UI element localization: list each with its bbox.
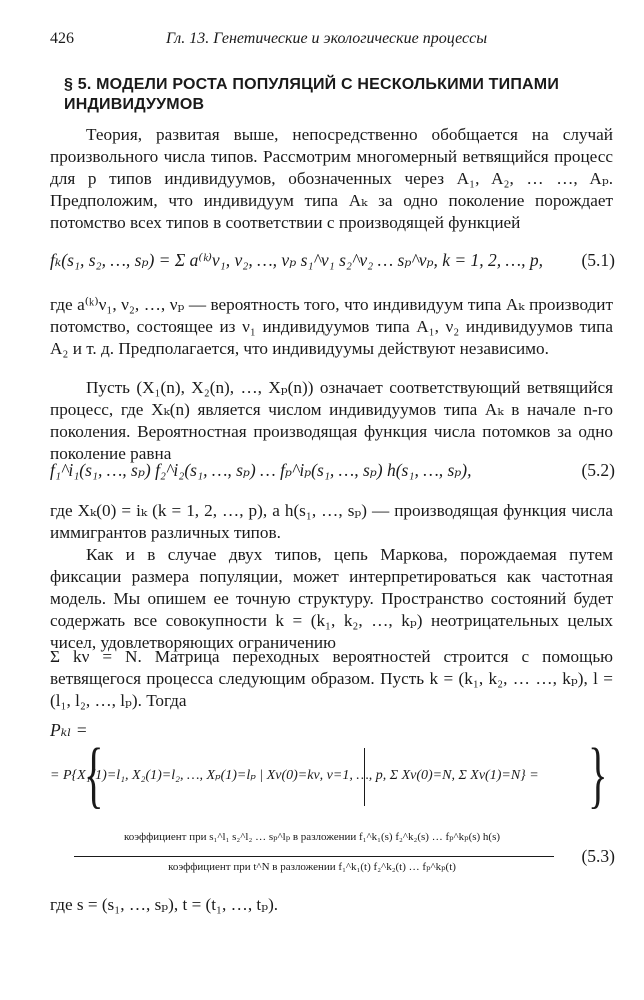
fraction-denominator <box>82 860 542 873</box>
paragraph-6 <box>50 646 613 712</box>
equation-5-1-body: fₖ(s₁, s₂, …, sₚ) = Σ a⁽ᵏ⁾ν₁, ν₂, …, νₚ s₁^ν₁ s₂^ν₂ … sₚ^νₚ, k = 1, 2, …, p, <box>50 250 543 270</box>
equation-5-1 <box>50 250 615 271</box>
fraction-denominator-text: коэффициент при t^N в разложении f₁^k₁(t) f₂^k₂(t) … fₚ^kₚ(t) <box>168 861 456 873</box>
fraction-numerator-text: коэффициент при s₁^l₁ s₂^l₂ … sₚ^lₚ в разложении f₁^k₁(s) f₂^k₂(s) … fₚ^kₚ(s) h(s) <box>123 831 501 843</box>
page-number: 426 <box>50 30 74 47</box>
chapter-title: Гл. 13. Генетические и экологические процессы <box>166 30 488 47</box>
paragraph-1-text: Теория, развитая выше, непосредственно обобщается на случай произвольного числа типов. Рассмотрим многомерный ветвящийся процесс для p типов индивидуумов, обозначенных через A₁, A₂, … …, Aₚ. Предположим, что индивидуум типа Aₖ за одно поколение порождает потомство всех типов в соответствии с производящей функцией <box>50 125 613 232</box>
paragraph-3-text: Пусть (X₁(n), X₂(n), …, Xₚ(n)) означает соответствующий ветвящийся процесс, где Xₖ(n) является числом индивидуумов типа Aₖ в начале n-го поколения. Вероятностная производящая функция числа потомков за одно поколение равна <box>50 378 613 463</box>
equation-5-2-label: (5.2) <box>581 460 615 480</box>
paragraph-2-text: где a⁽ᵏ⁾ν₁, ν₂, …, νₚ — вероятность того, что индивидуум типа Aₖ производит потомство, состоящее из ν₁ индивидуумов типа A₁, ν₂ индивидуумов типа A₂ и т. д. Предполагается, что индивидуумы действуют независимо. <box>50 295 613 358</box>
paragraph-4 <box>50 500 613 544</box>
section-title: § 5. МОДЕЛИ РОСТА ПОПУЛЯЦИЙ С НЕСКОЛЬКИМИ ТИПАМИ ИНДИВИДУУМОВ <box>64 76 560 113</box>
paragraph-7-text: где s = (s₁, …, sₚ), t = (t₁, …, tₚ). <box>50 895 279 914</box>
fraction-line <box>74 856 554 857</box>
paragraph-4-text: где Xₖ(0) = iₖ (k = 1, 2, …, p), а h(s₁, …, sₚ) — производящая функция числа иммигрантов различных типов. <box>50 501 613 542</box>
equation-5-1-label: (5.1) <box>581 250 615 270</box>
right-brace: } <box>587 734 608 816</box>
paragraph-2 <box>50 294 613 360</box>
equation-5-2-body: f₁^i₁(s₁, …, sₚ) f₂^i₂(s₁, …, sₚ) … fₚ^iₚ(s₁, …, sₚ) h(s₁, …, sₚ), <box>50 460 472 480</box>
equation-5-3-lhs-text: Pₖₗ = <box>50 720 88 740</box>
paragraph-5-text: Как и в случае двух типов, цепь Маркова, порождаемая путем фиксации размера популяции, может интерпретироваться как частотная модель. Мы опишем ее точную структуру. Пространство состояний будет содержать все совокупности k = (k₁, k₂, …, kₚ) неотрицательных целых чисел, удовлетворяющих ограничению <box>50 545 613 652</box>
equation-5-3-prob <box>50 766 610 786</box>
paragraph-7 <box>50 894 613 916</box>
paragraph-1 <box>50 124 613 234</box>
equation-5-3-prob-text: = P{X₁(1)=l₁, X₂(1)=l₂, …, Xₚ(1)=lₚ | Xν(0)=kν, ν=1, …, p, Σ Xν(0)=N, Σ Xν(1)=N} = <box>50 768 539 783</box>
fraction-numerator <box>82 830 542 843</box>
equation-5-3-lhs <box>50 720 615 741</box>
left-brace: { <box>83 734 104 816</box>
equation-5-2 <box>50 460 615 481</box>
paragraph-6-text: Σ kν = N. Матрица переходных вероятностей строится с помощью ветвящегося процесса следующим образом. Пусть k = (k₁, k₂, … …, kₚ), l = (l₁, l₂, …, lₚ). Тогда <box>50 647 613 710</box>
paragraph-5 <box>50 544 613 654</box>
equation-5-3-label: (5.3) <box>581 846 615 866</box>
paragraph-3 <box>50 377 613 465</box>
